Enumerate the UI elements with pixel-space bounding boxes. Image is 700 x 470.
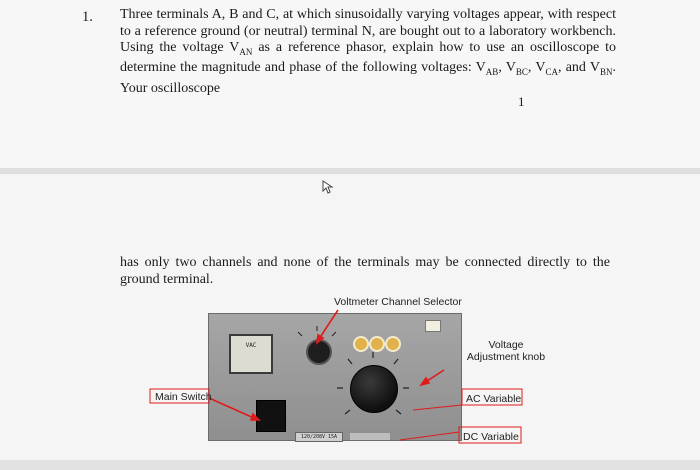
question-text-part1: Three terminals A, B and C, at which sinusoidally varying voltages appear, with respect to a reference ground (or neutral) terminal N, are bought out to a laboratory workbench. Using the voltage V <box>120 7 616 55</box>
separator-text: , V <box>527 60 546 76</box>
main-switch-label: Main Switch <box>155 391 212 403</box>
separator-text: , and V <box>558 60 600 76</box>
subscript-an: AN <box>239 46 253 57</box>
question-text-part3: . Your oscilloscope <box>120 60 617 96</box>
panel-rating-text: 120/208V 15A <box>300 434 338 440</box>
ac-variable-connector <box>413 405 462 410</box>
dc-variable-label: DC Variable <box>463 431 519 443</box>
question-text-part2: as a reference phasor, explain how to use an oscilloscope to determine the magnitude and phase of the following voltages: V <box>120 40 616 76</box>
knob-scale-ticks <box>337 352 409 414</box>
question-number: 1. <box>82 9 93 25</box>
meter-face-label: VAC <box>245 342 257 349</box>
voltage-label-line1: Voltage <box>488 339 524 351</box>
separator-text: , V <box>498 60 516 76</box>
ac-variable-label: AC Variable <box>466 393 522 405</box>
page-number: 1 <box>518 94 525 109</box>
voltage-label-line2: Adjustment knob <box>466 351 546 363</box>
subscript-ab: AB <box>485 67 499 78</box>
question-text-continuation: has only two channels and none of the terminals may be connected directly to the ground terminal. <box>120 255 610 287</box>
voltage-adjustment-knob-label <box>466 339 546 363</box>
voltmeter-channel-selector-label: Voltmeter Channel Selector <box>334 296 462 308</box>
subscript-bc: BC <box>515 67 528 78</box>
subscript-bn: BN <box>600 67 613 78</box>
subscript-ca: CA <box>545 67 558 78</box>
dc-variable-connector <box>400 432 459 440</box>
main-switch-arrow <box>209 398 256 419</box>
